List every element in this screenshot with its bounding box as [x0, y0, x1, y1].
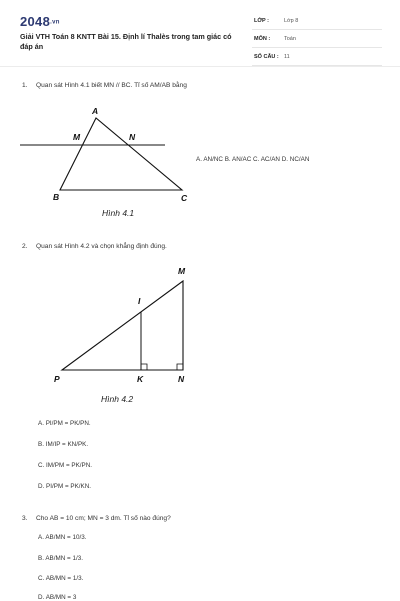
triangle-abc — [60, 118, 182, 190]
point-label-p: P — [54, 374, 60, 384]
site-logo[interactable]: 2048.vn — [20, 14, 60, 29]
answer-option-d[interactable]: D. PI/PM = PK/KN. — [38, 483, 92, 490]
answer-option-c[interactable]: C. IM/PM = PK/PN. — [38, 462, 93, 469]
question-number: 2. — [22, 243, 28, 250]
question-text: Cho AB = 10 cm; MN = 3 dm. Tỉ số nào đúng? — [36, 515, 171, 522]
point-label-m: M — [73, 132, 81, 142]
right-angle-n — [177, 364, 183, 370]
meta-key: SỐ CÂU : — [254, 54, 279, 60]
document-title: Giải VTH Toán 8 KNTT Bài 15. Định lí Thalès trong tam giác có đáp án — [20, 32, 232, 51]
answer-option-b[interactable]: B. AB/MN = 1/3. — [38, 555, 83, 562]
point-label-n2: N — [178, 374, 185, 384]
figure-caption: Hình 4.2 — [101, 394, 134, 404]
meta-key: LỚP : — [254, 18, 269, 24]
answer-option-c[interactable]: C. AB/MN = 1/3. — [38, 575, 84, 582]
point-label-m2: M — [178, 266, 186, 276]
answer-option-a[interactable]: A. AB/MN = 10/3. — [38, 534, 87, 541]
meta-value: 11 — [284, 54, 290, 60]
figure-caption: Hình 4.1 — [102, 208, 135, 218]
answer-option-a[interactable]: A. PI/PM = PK/PN. — [38, 420, 91, 427]
answer-option-b[interactable]: B. IM/IP = KN/PK. — [38, 441, 89, 448]
right-angle-k — [141, 364, 147, 370]
question-text: Quan sát Hình 4.1 biết MN // BC. Tỉ số AM/AB bằng — [36, 82, 187, 89]
point-label-i: I — [138, 296, 141, 306]
meta-value: Lớp 8 — [284, 18, 299, 24]
question-number: 1. — [22, 82, 28, 89]
point-label-c: C — [181, 193, 188, 203]
point-label-k: K — [137, 374, 144, 384]
triangle-pmn — [62, 281, 183, 370]
question-text: Quan sát Hình 4.2 và chọn khẳng định đúng. — [36, 243, 167, 250]
question-number: 3. — [22, 515, 28, 522]
answer-option-d[interactable]: D. AB/MN = 3 — [38, 594, 77, 601]
question-2 — [22, 243, 167, 250]
point-label-b: B — [53, 192, 60, 202]
point-label-n: N — [129, 132, 136, 142]
point-label-a: A — [92, 106, 99, 116]
question-3 — [22, 515, 171, 522]
answer-options-inline[interactable]: A. AN/NC B. AN/AC C. AC/AN D. NC/AN — [196, 156, 310, 163]
meta-value: Toán — [284, 36, 296, 42]
meta-key: MÔN : — [254, 36, 271, 42]
